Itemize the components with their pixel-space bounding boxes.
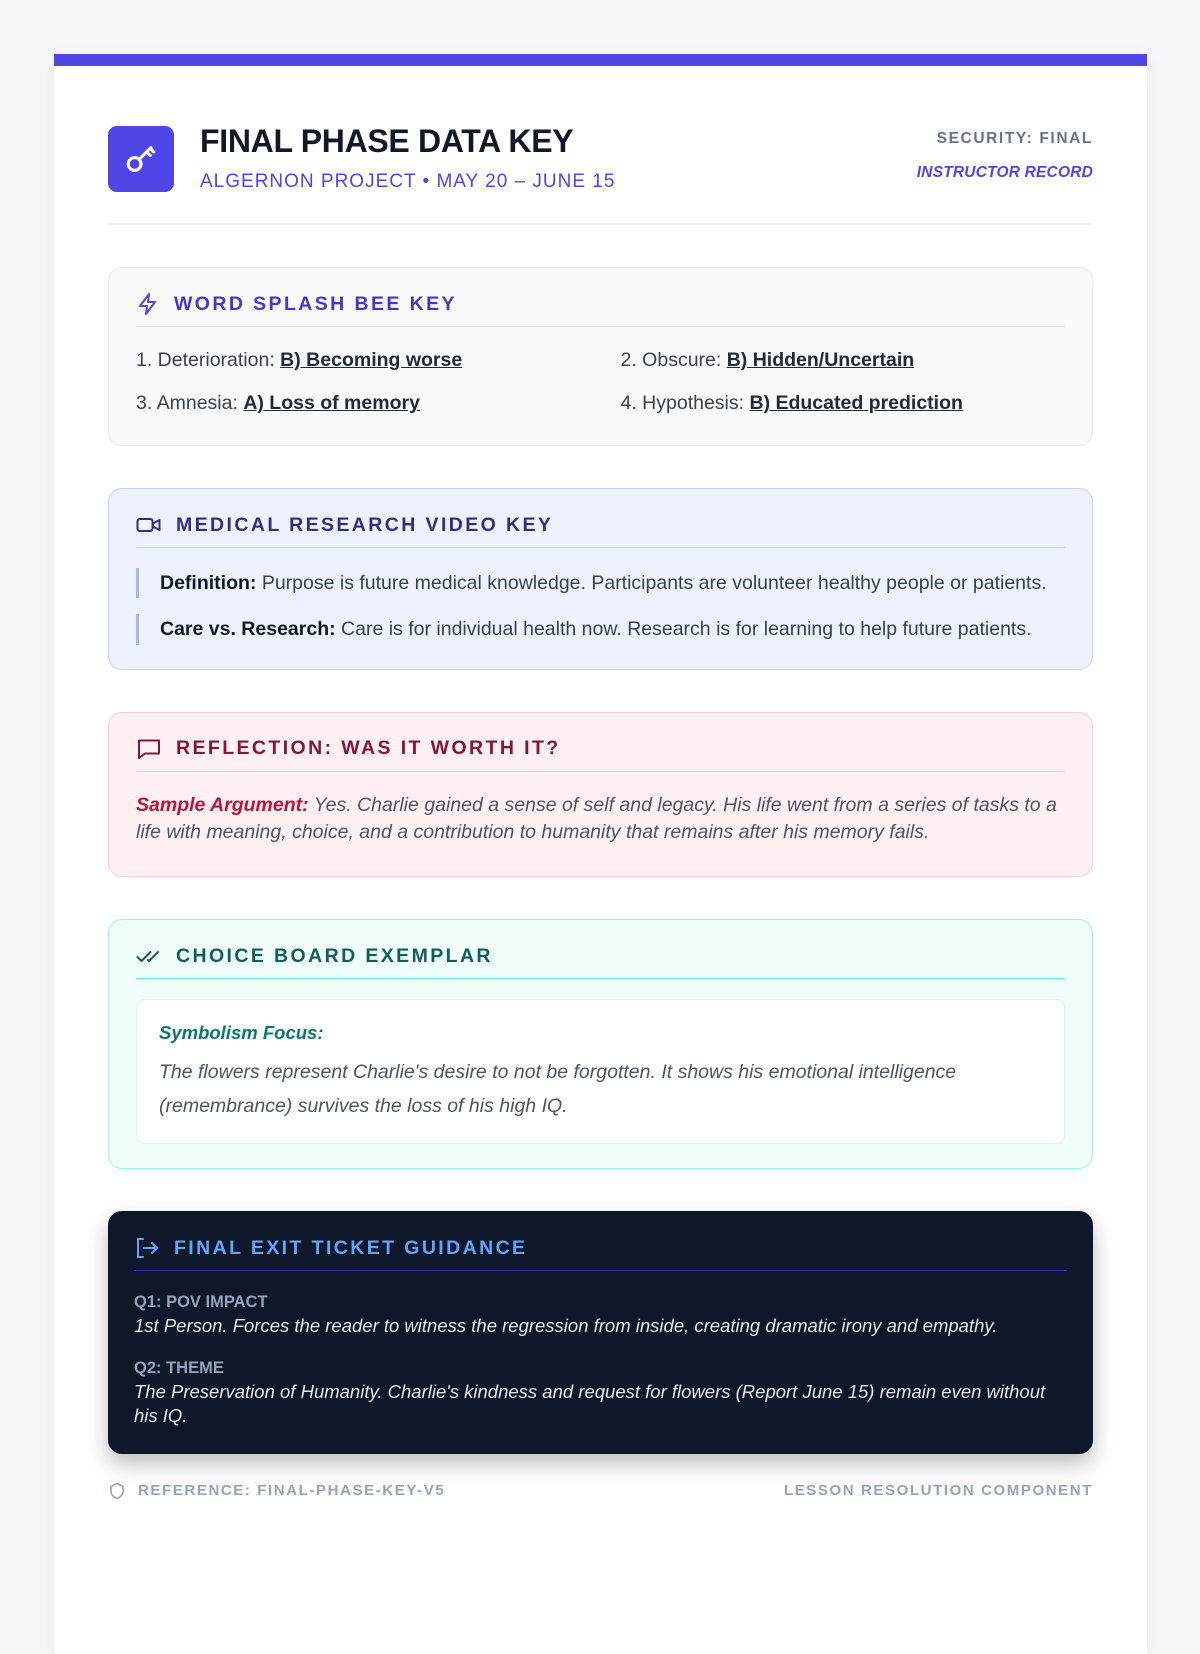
exemplar-label: Symbolism Focus: bbox=[159, 1022, 324, 1044]
vocab-item bbox=[621, 392, 1066, 415]
argument-label: Sample Argument: bbox=[136, 793, 309, 816]
card-title: FINAL EXIT TICKET GUIDANCE bbox=[174, 1236, 528, 1259]
reference-text: REFERENCE: FINAL-PHASE-KEY-V5 bbox=[138, 1482, 446, 1499]
question-answer: 1st Person. Forces the reader to witness the regression from inside, creating dramatic irony and empathy. bbox=[134, 1315, 998, 1337]
vocab-term: 4. Hypothesis: bbox=[620, 392, 745, 415]
answer-key-page bbox=[54, 54, 1147, 1654]
security-label: SECURITY: FINAL bbox=[936, 130, 1093, 147]
vocab-item bbox=[136, 392, 581, 415]
page-header bbox=[108, 66, 1093, 225]
vocab-answer: B) Becoming worse bbox=[280, 349, 463, 372]
card-header bbox=[136, 737, 1065, 772]
note-label: Care vs. Research: bbox=[160, 618, 336, 641]
brand bbox=[108, 124, 615, 193]
double-check-icon bbox=[136, 944, 162, 968]
reflection-card bbox=[108, 712, 1093, 878]
vocab-term: 1. Deterioration: bbox=[136, 349, 275, 372]
shield-icon bbox=[108, 1482, 126, 1500]
note-label: Definition: bbox=[160, 572, 257, 595]
argument-text: Yes. Charlie gained a sense of self and legacy. His life went from a series of tasks to a life with meaning, choice, and a contribution to humanity that remains after his memory fails. bbox=[136, 793, 1057, 843]
card-title: MEDICAL RESEARCH VIDEO KEY bbox=[176, 513, 554, 536]
question-answer: The Preservation of Humanity. Charlie's kindness and request for flowers (Report June 15) remain even without his IQ. bbox=[134, 1380, 1046, 1427]
card-title: CHOICE BOARD EXEMPLAR bbox=[176, 944, 493, 967]
speech-bubble-icon bbox=[136, 737, 162, 761]
vocab-item bbox=[621, 349, 1066, 372]
vocab-answer: B) Educated prediction bbox=[749, 392, 963, 415]
question-label: Q2: THEME bbox=[134, 1358, 224, 1377]
vocab-answer: A) Loss of memory bbox=[243, 392, 420, 415]
exit-ticket-card bbox=[108, 1211, 1093, 1453]
care-vs-research-note bbox=[136, 614, 1065, 644]
card-title: WORD SPLASH BEE KEY bbox=[174, 292, 457, 315]
page-footer bbox=[108, 1482, 1093, 1500]
exemplar-text: The flowers represent Charlie's desire to not be forgotten. It shows his emotional intelligence (remembrance) survives the loss of his high IQ. bbox=[159, 1061, 957, 1117]
key-icon bbox=[108, 126, 174, 192]
word-splash-card bbox=[108, 267, 1093, 446]
sample-argument bbox=[136, 772, 1065, 853]
vocab-answer: B) Hidden/Uncertain bbox=[726, 349, 915, 372]
video-camera-icon bbox=[136, 513, 162, 537]
definition-note bbox=[136, 568, 1065, 598]
record-label: INSTRUCTOR RECORD bbox=[916, 164, 1093, 181]
exemplar-box bbox=[136, 999, 1065, 1144]
note-text: Care is for individual health now. Research is for learning to help future patients. bbox=[341, 618, 1032, 641]
page-subtitle: ALGERNON PROJECT • MAY 20 – JUNE 15 bbox=[200, 171, 616, 193]
exit-arrow-icon bbox=[134, 1236, 160, 1260]
vocab-term: 3. Amnesia: bbox=[136, 392, 238, 415]
exit-question bbox=[134, 1293, 1067, 1338]
card-title: REFLECTION: WAS IT WORTH IT? bbox=[176, 737, 561, 760]
note-text: Purpose is future medical knowledge. Participants are volunteer healthy people or patients. bbox=[261, 572, 1047, 595]
medical-research-card bbox=[108, 488, 1093, 669]
vocab-list bbox=[136, 327, 1065, 421]
vocab-item bbox=[136, 349, 581, 372]
question-label: Q1: POV IMPACT bbox=[134, 1293, 268, 1312]
exit-question bbox=[134, 1359, 1067, 1429]
header-meta bbox=[917, 124, 1093, 182]
footer-reference bbox=[108, 1482, 445, 1500]
card-header bbox=[136, 944, 1065, 979]
lightning-icon bbox=[136, 292, 160, 316]
card-header bbox=[136, 292, 1065, 327]
card-header bbox=[136, 513, 1065, 548]
choice-board-card bbox=[108, 919, 1093, 1169]
page-title: FINAL PHASE DATA KEY bbox=[200, 123, 574, 159]
component-label: LESSON RESOLUTION COMPONENT bbox=[783, 1481, 1093, 1499]
vocab-term: 2. Obscure: bbox=[620, 349, 722, 372]
card-header bbox=[134, 1236, 1067, 1271]
